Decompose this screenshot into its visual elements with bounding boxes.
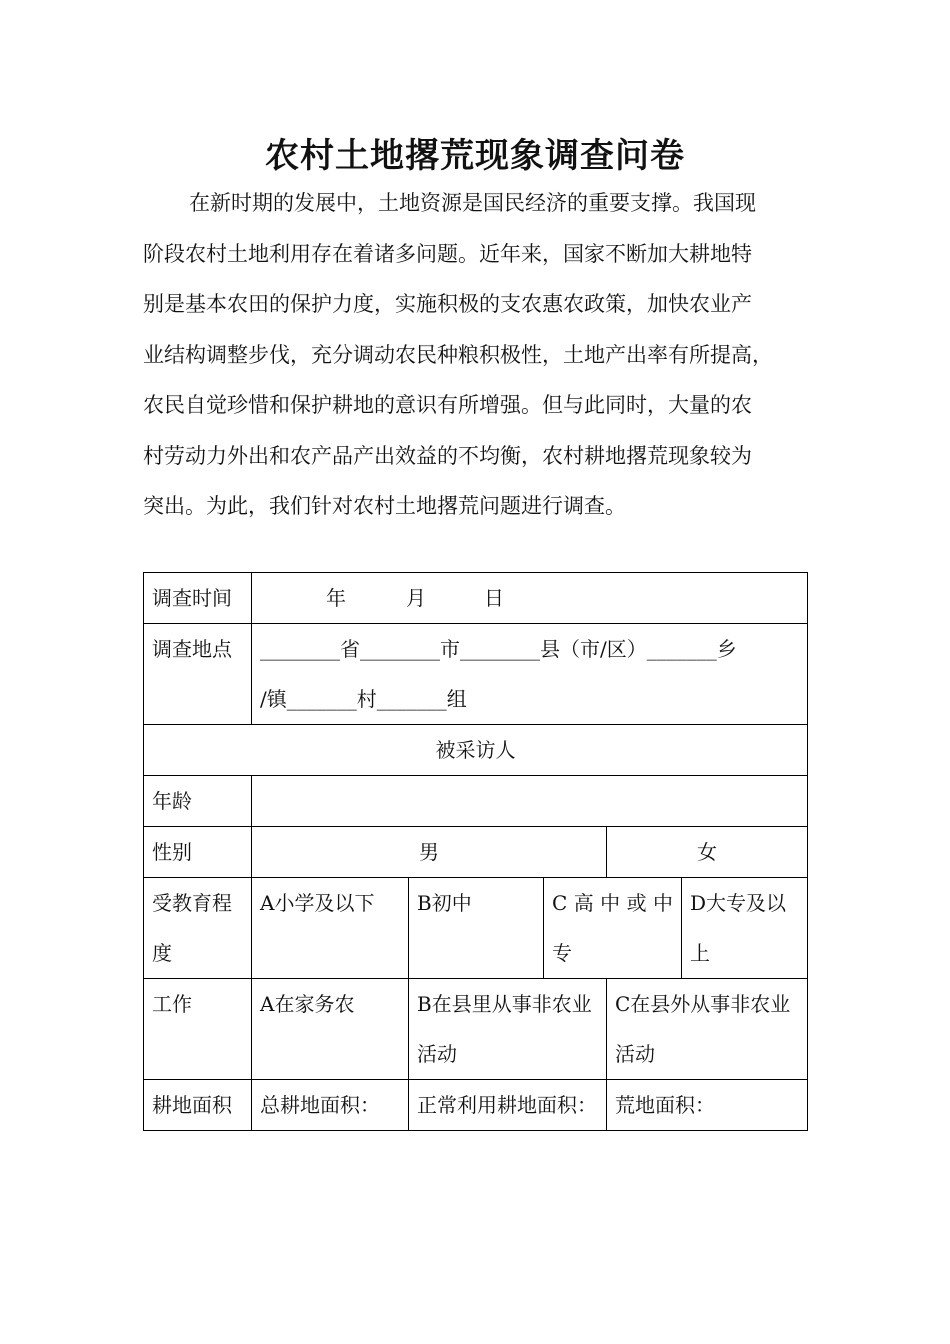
intro-line: 业结构调整步伐，充分调动农民种粮积极性，土地产出率有所提高， bbox=[143, 342, 773, 367]
survey-time-field[interactable] bbox=[252, 573, 808, 624]
table-row bbox=[144, 979, 808, 1080]
gender-female-option[interactable]: 女 bbox=[607, 827, 808, 878]
survey-time-label: 调查时间 bbox=[144, 573, 252, 624]
survey-table bbox=[143, 572, 808, 1131]
education-option-c[interactable]: C 高 中 或 中 专 bbox=[544, 878, 682, 979]
intro-line: 村劳动力外出和农产品产出效益的不均衡，农村耕地撂荒现象较为 bbox=[143, 443, 752, 468]
year-label: 年 bbox=[326, 586, 346, 610]
intro-line: 农民自觉珍惜和保护耕地的意识有所增强。但与此同时，大量的农 bbox=[143, 393, 752, 417]
total-land-area-field[interactable]: 总耕地面积： bbox=[252, 1080, 409, 1131]
month-label: 月 bbox=[406, 586, 426, 610]
table-row bbox=[144, 1080, 808, 1131]
place-line-2: /镇_______村_______组 bbox=[260, 687, 467, 711]
intro-paragraph bbox=[143, 178, 811, 532]
work-option-c[interactable]: C在县外从事非农业活动 bbox=[607, 979, 808, 1080]
page-title: 农村土地撂荒现象调查问卷 bbox=[265, 136, 685, 176]
intro-line: 在新时期的发展中，土地资源是国民经济的重要支撑。我国现 bbox=[189, 191, 756, 215]
place-line-1: ________省________市________县（市/区）_______乡 bbox=[260, 637, 737, 661]
table-row bbox=[144, 827, 808, 878]
normal-land-area-field[interactable]: 正常利用耕地面积： bbox=[409, 1080, 607, 1131]
age-label: 年龄 bbox=[144, 776, 252, 827]
intro-line: 阶段农村土地利用存在着诸多问题。近年来，国家不断加大耕地特 bbox=[143, 241, 752, 266]
education-label: 受教育程度 bbox=[144, 878, 252, 979]
work-option-b[interactable]: B在县里从事非农业活动 bbox=[409, 979, 607, 1080]
waste-land-area-field[interactable]: 荒地面积： bbox=[607, 1080, 808, 1131]
education-option-d[interactable]: D大专及以上 bbox=[682, 878, 808, 979]
work-label: 工作 bbox=[144, 979, 252, 1080]
table-row bbox=[144, 725, 808, 776]
table-row bbox=[144, 624, 808, 725]
intro-line: 别是基本农田的保护力度，实施积极的支农惠农政策，加快农业产 bbox=[143, 292, 752, 316]
education-option-b[interactable]: B初中 bbox=[409, 878, 544, 979]
gender-label: 性别 bbox=[144, 827, 252, 878]
gender-male-option[interactable]: 男 bbox=[252, 827, 607, 878]
intro-line: 突出。为此，我们针对农村土地撂荒问题进行调查。 bbox=[143, 494, 626, 518]
interviewee-header: 被采访人 bbox=[144, 725, 808, 776]
survey-place-field[interactable] bbox=[252, 624, 808, 725]
education-option-a[interactable]: A小学及以下 bbox=[252, 878, 409, 979]
day-label: 日 bbox=[484, 586, 504, 610]
table-row bbox=[144, 573, 808, 624]
table-row bbox=[144, 776, 808, 827]
land-area-label: 耕地面积 bbox=[144, 1080, 252, 1131]
age-field[interactable] bbox=[252, 776, 808, 827]
table-row bbox=[144, 878, 808, 979]
work-option-a[interactable]: A在家务农 bbox=[252, 979, 409, 1080]
survey-place-label: 调查地点 bbox=[144, 624, 252, 725]
